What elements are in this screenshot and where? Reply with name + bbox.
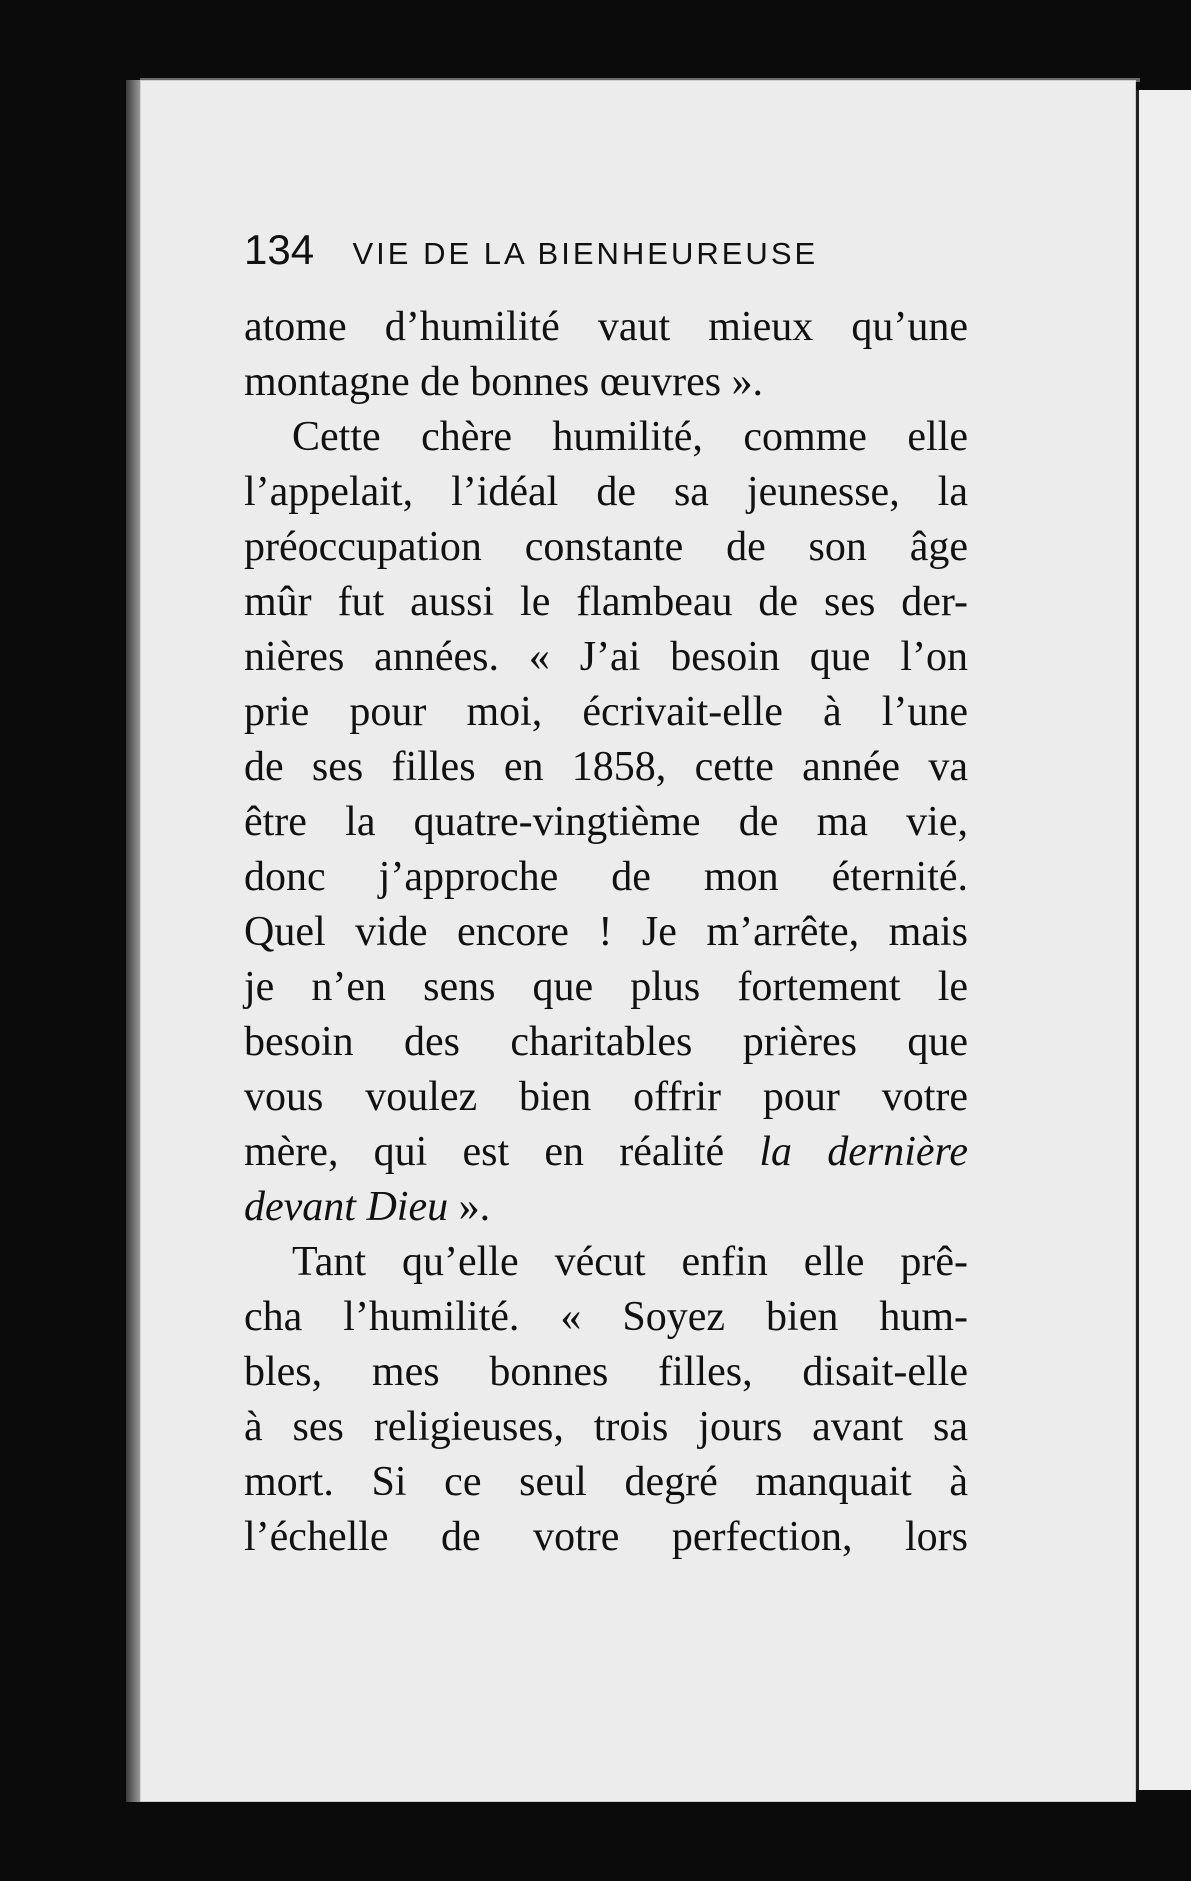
page-number: 134 <box>244 226 315 273</box>
text-line: cha l’humilité. « Soyez bien hum- <box>244 1294 968 1340</box>
text-line: de ses filles en 1858, cette année va <box>244 744 968 790</box>
page-header <box>244 226 984 286</box>
text-line: l’échelle de votre perfection, lors <box>244 1514 968 1560</box>
text-line: vous voulez bien offrir pour votre <box>244 1074 968 1120</box>
text-line: l’appelait, l’idéal de sa jeunesse, la <box>244 469 968 515</box>
text-line: Tant qu’elle vécut enfin elle prê- <box>292 1239 968 1285</box>
text-line: montagne de bonnes œuvres ». <box>244 359 764 405</box>
italic-segment: la dernière <box>759 1129 968 1175</box>
text-line: Cette chère humilité, comme elle <box>292 414 968 460</box>
running-title: VIE DE LA BIENHEUREUSE <box>352 236 819 271</box>
text-line: préoccupation constante de son âge <box>244 524 968 570</box>
text-line: prie pour moi, écrivait-elle à l’une <box>244 689 968 735</box>
text-line: être la quatre-vingtième de ma vie, <box>244 799 968 845</box>
text-line-with-italic <box>244 1125 968 1180</box>
text-line: besoin des charitables prières que <box>244 1019 968 1065</box>
text-line-with-italic <box>244 1180 968 1235</box>
text-segment: mère, qui est en réalité <box>244 1129 725 1175</box>
text-line: nières années. « J’ai besoin que l’on <box>244 634 968 680</box>
text-line: mûr fut aussi le flambeau de ses der- <box>244 579 968 625</box>
text-line: atome d’humilité vaut mieux qu’une <box>244 304 968 350</box>
text-line: donc j’approche de mon éternité. <box>244 854 968 900</box>
book-binding-edge <box>126 80 140 1802</box>
text-line: mort. Si ce seul degré manquait à <box>244 1459 968 1505</box>
text-line: bles, mes bonnes filles, disait-elle <box>244 1349 968 1395</box>
text-line: Quel vide encore ! Je m’arrête, mais <box>244 909 968 955</box>
page-body-text <box>244 300 968 1565</box>
text-line: je n’en sens que plus fortement le <box>244 964 968 1010</box>
adjacent-page-edge <box>1136 90 1191 1790</box>
text-segment: ». <box>448 1184 491 1230</box>
italic-segment: devant Dieu <box>244 1184 449 1230</box>
text-line: à ses religieuses, trois jours avant sa <box>244 1404 968 1450</box>
